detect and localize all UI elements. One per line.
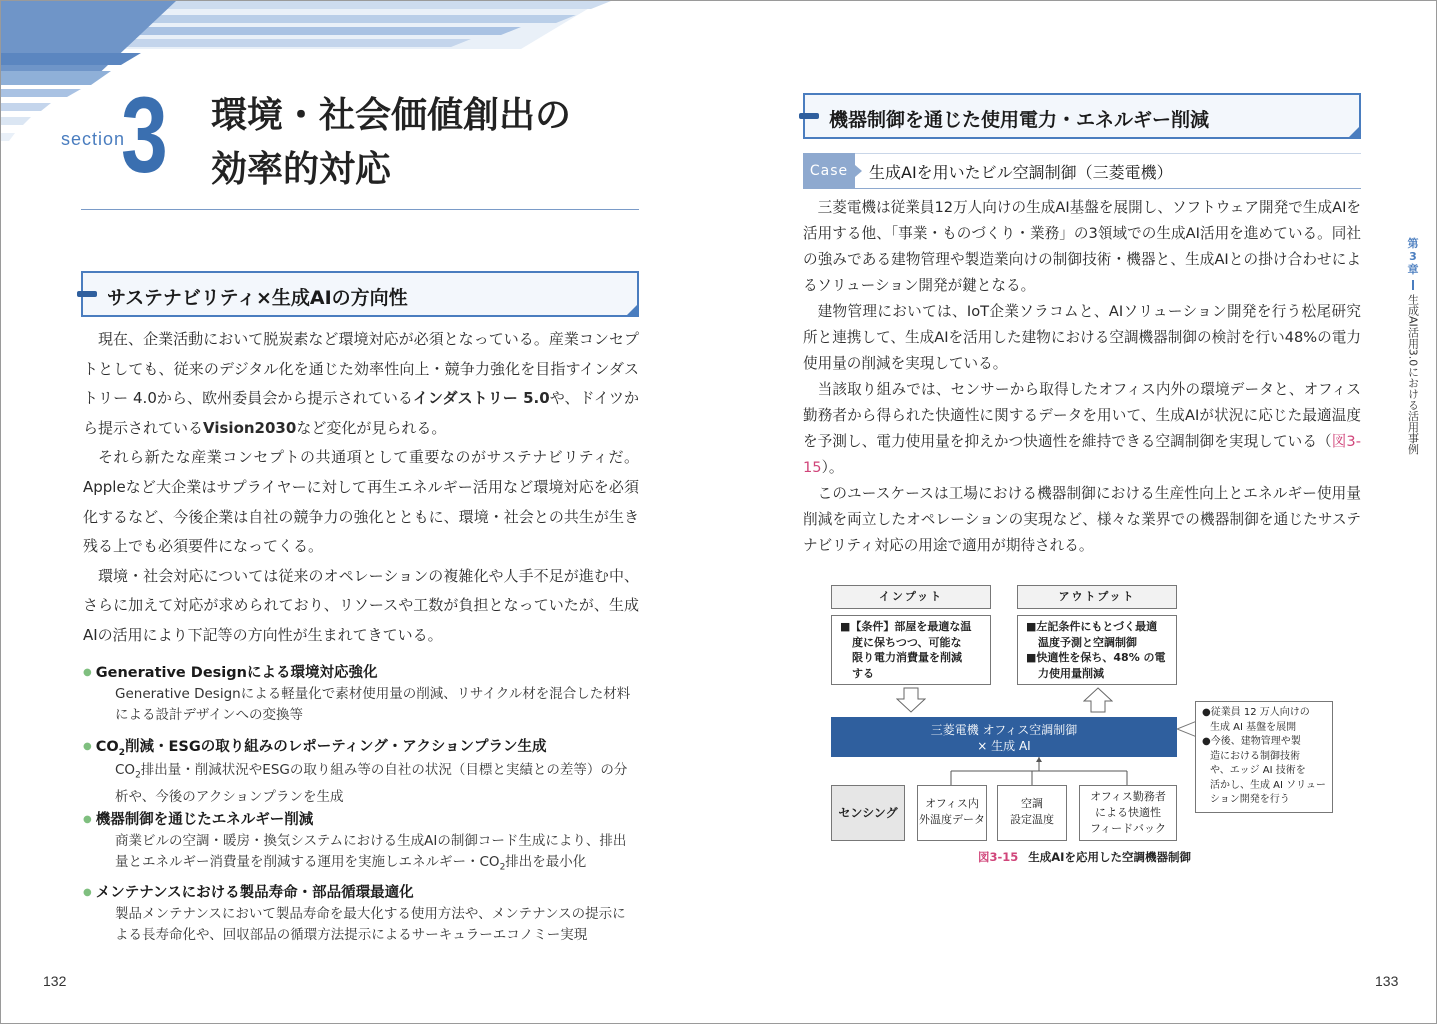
left-body-text <box>83 325 639 651</box>
left-paragraph-3: 環境・社会対応については従来のオペレーションの複雑化や人手不足が進む中、さらに加えて対応が求められており、リソースや工数が負担となっていたが、生成AIの活用により下記等の方向性が生まれてきている。 <box>83 566 639 644</box>
heading-tab-marker <box>77 291 97 297</box>
figure-caption-number: 図3-15 <box>978 850 1019 864</box>
bullet-item-3: ● 機器制御を通じたエネルギー削減 商業ビルの空調・暖房・換気システムにおける生成AIの制御コード生成により、排出量とエネルギー消費量を削減する運用を実施しエネルギー・$CO_2$排出を最小化 <box>83 812 627 873</box>
bullet-dot-icon: ● <box>83 814 92 825</box>
bullet-item-1: ● Generative Designによる環境対応強化 Generative Designによる軽量化で素材使用量の削減、リサイクル材を混合した材料による設計デザインへの変換等 <box>83 665 631 723</box>
left-paragraph-1: 現在、企業活動において脱炭素など環境対応が必須となっている。産業コンセプトとしても、従来のデジタル化を通じた効率性向上・競争力強化を目指すインダストリー 4.0から、欧州委員会から提示されているインダストリー 5.0や、ドイツから提示されているVision2030など変化が見られる。 <box>83 330 639 437</box>
left-paragraph-2: それら新たな産業コンセプトの共通項として重要なのがサステナビリティだ。Appleなど大企業はサプライヤーに対して再生エネルギー活用など環境対応を必須化するなど、今後企業は自社の競争力の強化とともに、環境・社会との共生が生き残る上でも必須要件になってくる。 <box>83 448 639 556</box>
bullet-dot-icon: ● <box>83 667 92 678</box>
right-paragraph-1: 三菱電機は従業員12万人向けの生成AI基盤を展開し、ソフトウェア開発で生成AIを活用する他、「事業・ものづくり・業務」の3領域での生成AI活用を進めている。同社の強みである建物管理や製造業向けの制御技術・機器と、生成AIとの掛け合わせによるソリューション開発が鍵となる。 <box>803 199 1361 294</box>
right-box-heading <box>803 93 1361 139</box>
case-tag: Case <box>803 153 855 189</box>
folded-corner <box>1347 125 1361 139</box>
figure-caption <box>978 849 1191 865</box>
left-page-number: 132 <box>43 973 67 989</box>
figure-reference: 図3-15 <box>803 433 1361 476</box>
up-arrow-icon <box>1083 687 1113 713</box>
chapter-side-title: 生成AI活用3.0における活用事例 <box>1406 294 1420 455</box>
diagram-output-box: ■左記条件にもとづく最適 温度予測と空調制御 ■快適性を保ち、48% の電 力使用量削減 <box>1017 615 1177 685</box>
right-paragraph-3: 当該取り組みでは、センサーから取得したオフィス内外の環境データと、オフィス勤務者から得られた快適性に関するデータを用いて、生成AIが状況に応じた最適温度を予測し、電力使用量を抑えかつ快適性を維持できる空調制御を実現している（図3-15）。 <box>803 381 1361 476</box>
right-page-number: 133 <box>1375 973 1399 989</box>
section-title-line2: 効率的対応 <box>211 149 392 190</box>
section-title-line1: 環境・社会価値創出の <box>211 95 572 136</box>
case-title: 生成AIを用いたビル空調制御（三菱電機） <box>869 163 1173 182</box>
section-label: section <box>61 129 126 149</box>
heading-tab-marker <box>799 113 819 119</box>
diagram-sensing: センシング <box>831 785 905 841</box>
diagram-input-box: ■【条件】部屋を最適な温 度に保ちつつ、可能な 限り電力消費量を削減 する <box>831 615 991 685</box>
section-divider <box>81 209 639 210</box>
diagram-input-label: インプット <box>831 585 991 609</box>
diagram-cell-feedback: オフィス勤務者 による快適性 フィードバック <box>1079 785 1177 841</box>
diagram-connectors <box>831 757 1177 785</box>
diagram-output-label: アウトプット <box>1017 585 1177 609</box>
left-box-heading-text: サステナビリティ×生成AIの方向性 <box>107 287 408 309</box>
case-bar <box>803 153 1361 189</box>
left-box-heading <box>81 271 639 317</box>
right-paragraph-2: 建物管理においては、IoT企業ソラコムと、AIソリューション開発を行う松尾研究所と連携して、生成AIを活用した建物における空調機器制御の検討を行い48%の電力使用量の削減を実現している。 <box>803 303 1361 372</box>
right-paragraph-4: このユースケースは工場における機器制御における生産性向上とエネルギー使用量削減を両立したオペレーションの実現など、様々な業界での機器制御を通じたサステナビリティ対応の用途で適用が期待される。 <box>803 485 1361 554</box>
bullet-dot-icon: ● <box>83 887 92 898</box>
down-arrow-icon <box>896 687 926 713</box>
figure-caption-text: 生成AIを応用した空調機器制御 <box>1028 850 1191 864</box>
chapter-side-tab: 第 3 章 生成AI活用3.0における活用事例 <box>1406 237 1420 455</box>
bullet-dot-icon: ● <box>83 741 92 752</box>
bullet-item-2: ● $CO_2$削減・ESGの取り組みのレポーティング・アクションプラン生成 $CO_2$排出量・削減状況やESGの取り組み等の自社の状況（目標と実績との差等）の分析や、今後のアクションプランを生成 <box>83 739 628 805</box>
right-box-heading-text: 機器制御を通じた使用電力・エネルギー削減 <box>829 109 1210 131</box>
diagram-cell-temperature: オフィス内 外温度データ <box>917 785 987 841</box>
folded-corner <box>625 303 639 317</box>
section-number: 3 <box>121 74 168 195</box>
section-title <box>211 89 571 197</box>
right-body-text <box>803 195 1361 559</box>
bullet-item-4: ● メンテナンスにおける製品寿命・部品循環最適化 製品メンテナンスにおいて製品寿命を最大化する使用方法や、メンテナンスの提示による長寿命化や、回収部品の循環方法提示によるサーキュラーエコノミー実現 <box>83 885 626 943</box>
diagram-note: ●従業員 12 万人向けの 生成 AI 基盤を展開 ●今後、建物管理や製 造における制御技術 や、エッジ AI 技術を 活かし、生成 AI ソリュー ション開発を行う <box>1195 701 1333 813</box>
note-pointer <box>1177 719 1197 739</box>
diagram-cell-setting: 空調 設定温度 <box>997 785 1067 841</box>
diagram-main-system: 三菱電機 オフィス空調制御 × 生成 AI <box>831 717 1177 757</box>
